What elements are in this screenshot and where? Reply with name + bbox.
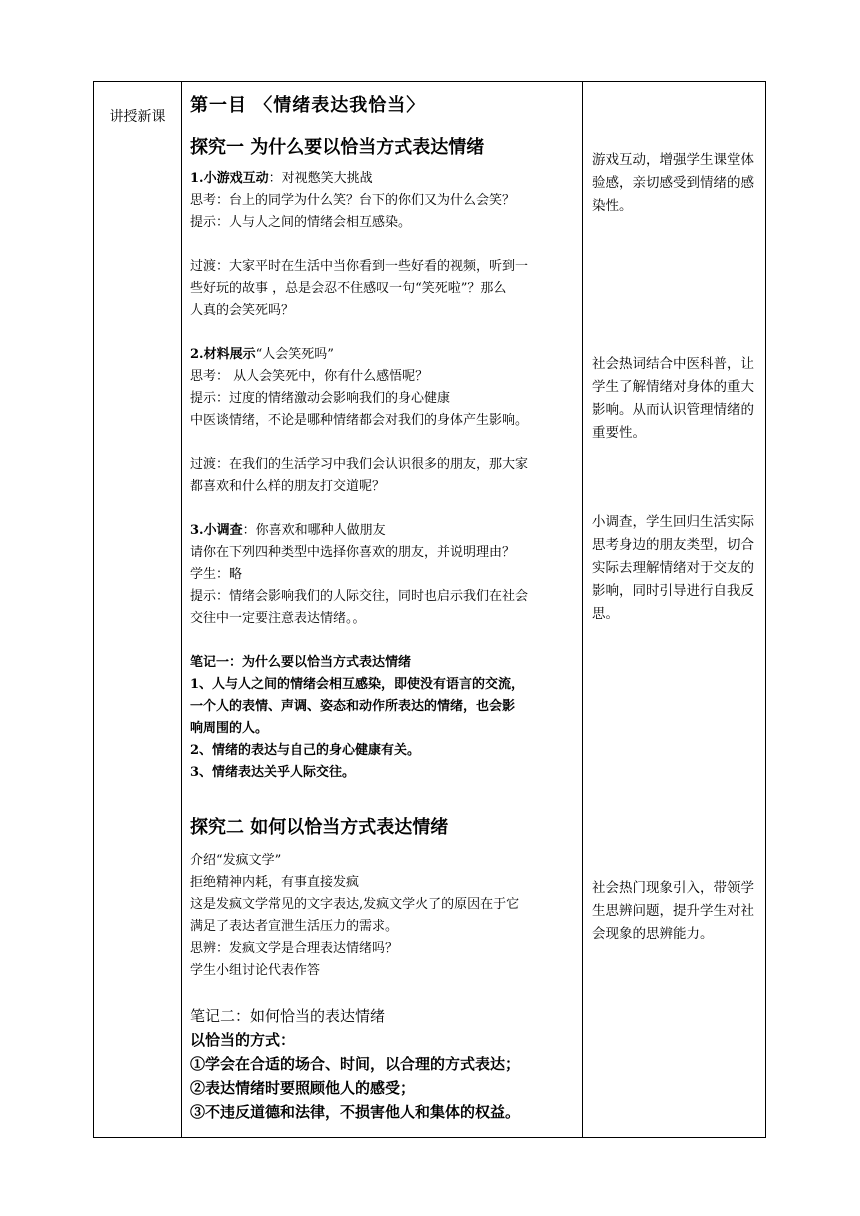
inquiry-one-title: 探究一 为什么要以恰当方式表达情绪 [190,137,485,158]
inquiry-two-line: 这是发疯文学常见的文字表达,发疯文学火了的原因在于它 [190,897,520,912]
design-note: 社会热词结合中医科普，让学生了解情绪对身体的重大影响。从而认识管理情绪的重要性。 [592,356,754,441]
note-one-line: 1、人与人之间的情绪会相互感染，即使没有语言的交流， [190,677,525,692]
survey-line: 3.小调查：你喜欢和哪种人做朋友 [190,523,386,538]
note-two-line: ②表达情绪时要照顾他人的感受； [190,1079,416,1097]
inquiry-two-line: 介绍“发疯文学” [190,853,282,868]
note-one-line: 3、情绪表达关乎人际交往。 [190,765,356,780]
transition-line: 人真的会笑死吗？ [190,303,295,318]
note-two-subtitle: 以恰当的方式： [190,1031,296,1049]
inquiry-two-line: 满足了表达者宣泄生活压力的需求。 [190,919,399,934]
column-divider [181,82,182,1137]
lesson-table [93,81,766,1138]
transition-line: 过渡：在我们的生活学习中我们会认识很多的朋友，那大家 [190,457,529,472]
note-one-title: 笔记一：为什么要以恰当方式表达情绪 [190,655,412,670]
note-two-line: ③不违反道德和法律，不损害他人和集体的权益。 [190,1103,521,1121]
transition-line: 都喜欢和什么样的朋友打交道呢？ [190,479,386,494]
survey-hint: 提示：情绪会影响我们的人际交往，同时也启示我们在社会 [190,589,529,604]
material-line: 2.材料展示“人会笑死吗” [190,347,334,362]
section-label: 讲授新课 [109,109,166,125]
note-two-title: 笔记二：如何恰当的表达情绪 [190,1007,386,1025]
material-think: 思考： 从人会笑死中，你有什么感悟呢？ [190,369,429,384]
design-note: 游戏互动，增强学生课堂体验感，亲切感受到情绪的感染性。 [592,152,754,214]
game-hint: 提示：人与人之间的情绪会相互感染。 [190,215,412,230]
survey-ask: 请你在下列四种类型中选择你喜欢的朋友，并说明理由？ [190,545,516,560]
note-two-line: ①学会在合适的场合、时间，以合理的方式表达； [190,1055,521,1073]
material-hint: 提示：过度的情绪激动会影响我们的身心健康 [190,391,451,406]
column-divider [582,82,583,1137]
design-note: 小调查，学生回归生活实际思考身边的朋友类型，切合实际去理解情绪对于交友的影响，同时引导进行自我反思。 [592,514,754,622]
game-think: 思考：台上的同学为什么笑？台下的你们又为什么会笑？ [190,193,516,208]
teaching-content [190,92,580,1124]
design-note: 社会热门现象引入，带领学生思辨问题，提升学生对社会现象的思辨能力。 [592,880,754,942]
inquiry-two-line: 拒绝精神内耗，有事直接发疯 [190,875,360,890]
inquiry-two-title: 探究二 如何以恰当方式表达情绪 [190,817,449,838]
survey-student: 学生：略 [190,567,243,582]
inquiry-two-line: 学生小组讨论代表作答 [190,963,321,978]
note-one-line: 一个人的表情、声调、姿态和动作所表达的情绪，也会影 [190,699,516,714]
survey-hint: 交往中一定要注意表达情绪。。 [190,611,366,626]
note-one-line: 响周围的人。 [190,721,269,736]
note-one-line: 2、情绪的表达与自己的身心健康有关。 [190,743,421,758]
topic-heading: 第一目 〈情绪表达我恰当〉 [190,95,426,116]
transition-line: 过渡：大家平时在生活中当你看到一些好看的视频，听到一 [190,259,529,274]
transition-line: 些好玩的故事 ，总是会忍不住感叹一句“笑死啦”？那么 [190,281,507,296]
inquiry-two-line: 思辨：发疯文学是合理表达情绪吗？ [190,941,399,956]
material-tcm: 中医谈情绪，不论是哪种情绪都会对我们的身体产生影响。 [190,413,529,428]
game-line: 1.小游戏互动：对视憋笑大挑战 [190,171,373,186]
